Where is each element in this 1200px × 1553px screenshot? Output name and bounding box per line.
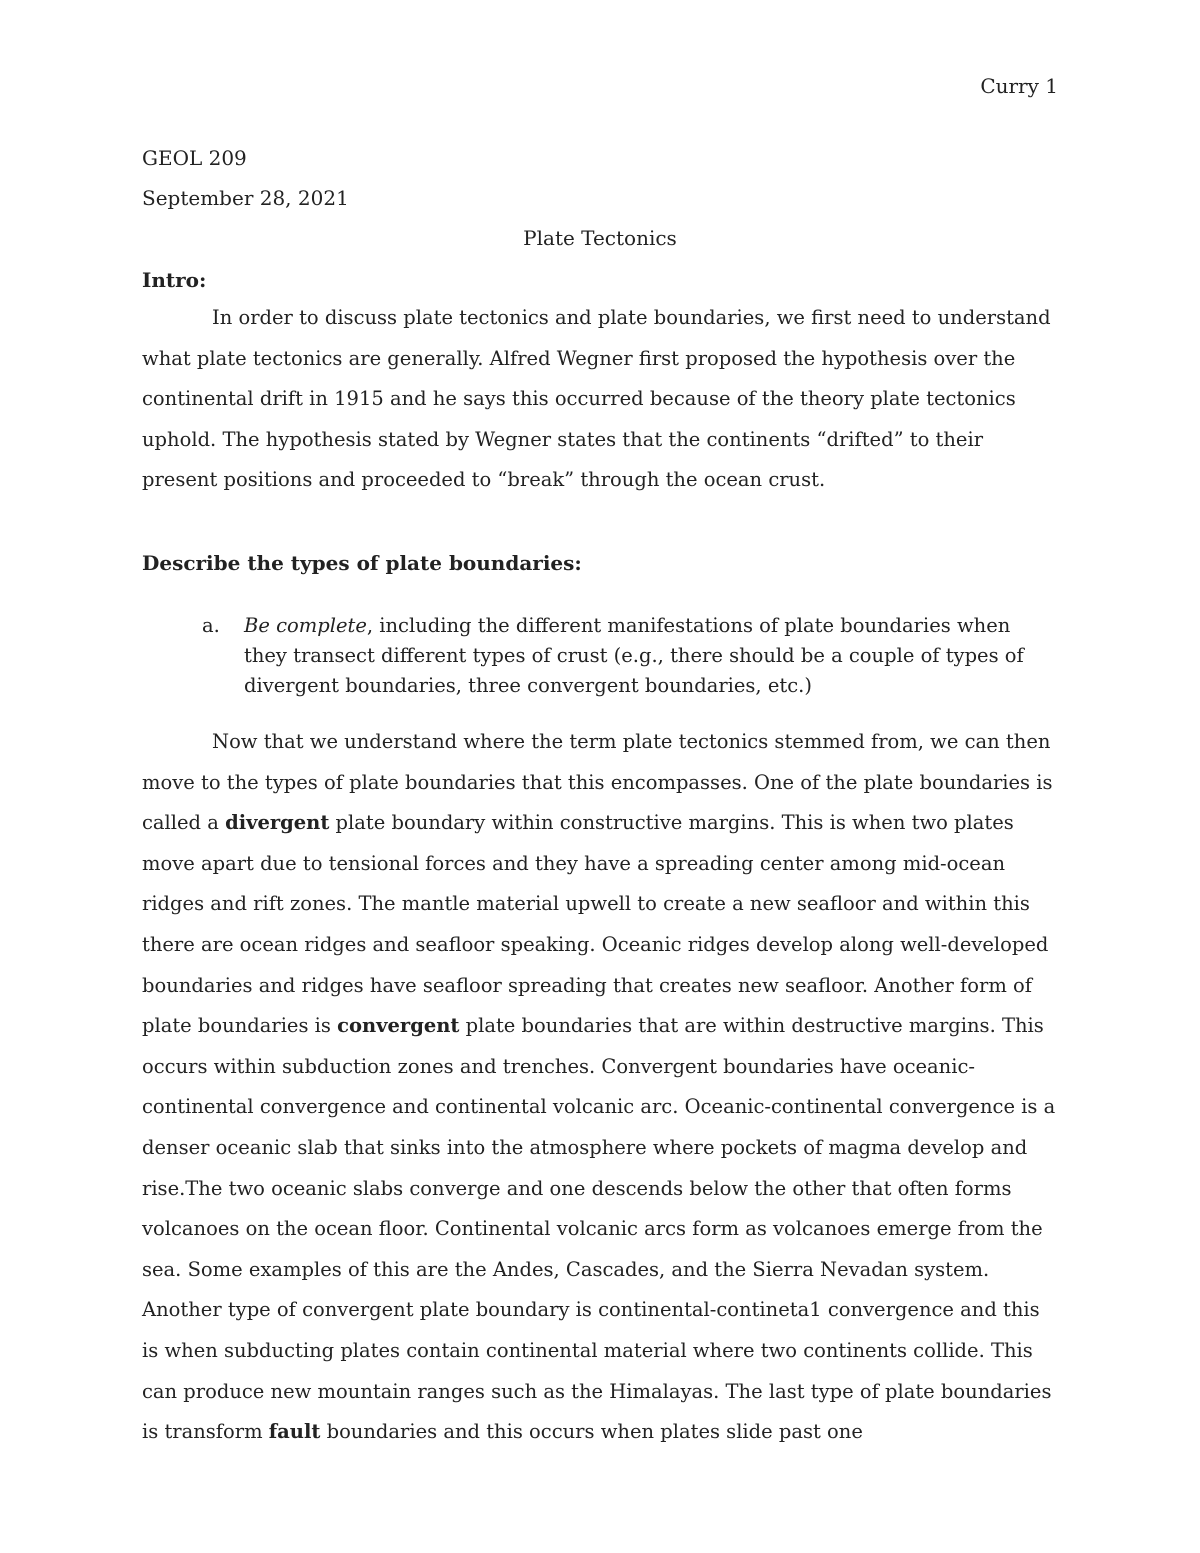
body-text-2: plate boundary within constructive margins. This is when two plates move apart due to tensional forces and they have a spreading center among mid-ocean ridges and rift zones. The mantle material upwell to create a new seafloor and within this there are ocean ridges and seafloor speaking. Oceanic ridges develop along well-developed boundaries and ridges have seafloor spreading that creates new seafloor. Another form of plate boundaries is (142, 811, 1049, 1038)
list-item (202, 611, 1058, 701)
body-text-4: boundaries and this occurs when plates slide past one (320, 1420, 863, 1444)
body-paragraph (142, 722, 1058, 1453)
intro-heading: Intro: (142, 268, 207, 292)
body-text-3: plate boundaries that are within destructive margins. This occurs within subduction zones and trenches. Convergent boundaries have oceanic-continental convergence and continental volcanic arc. Oceanic-continental convergence is a denser oceanic slab that sinks into the atmosphere where pockets of magma develop and rise.The two oceanic slabs converge and one descends below the other that often forms volcanoes on the ocean floor. Continental volcanic arcs form as volcanoes emerge from the sea. Some examples of this are the Andes, Cascades, and the Sierra Nevadan system. Another type of convergent plate boundary is continental-contineta1 convergence and this is when subducting plates contain continental material where two continents collide. This can produce new mountain ranges such as the Himalayas. The last type of plate boundaries is transform (142, 1014, 1056, 1444)
list-emphasis: Be complete (244, 614, 367, 637)
document-date: September 28, 2021 (142, 186, 349, 210)
list-marker: a. (202, 614, 220, 637)
body-text-1: Now that we understand where the term plate tectonics stemmed from, we can then move to the types of plate boundaries that this encompasses. One of the plate boundaries is called a (142, 730, 1053, 835)
list-text: , including the different manifestations of plate boundaries when they transect different types of crust (e.g., there should be a couple of types of divergent boundaries, three convergent boundaries, etc.) (244, 614, 1024, 697)
running-head: Curry 1 (980, 74, 1058, 98)
term-fault: fault (268, 1420, 321, 1444)
document-title: Plate Tectonics (523, 226, 677, 250)
describe-heading: Describe the types of plate boundaries: (142, 551, 582, 575)
course-code: GEOL 209 (142, 146, 247, 170)
intro-paragraph: In order to discuss plate tectonics and plate boundaries, we first need to understand what plate tectonics are generally. Alfred Wegner first proposed the hypothesis over the continental drift in 1915 and he says this occurred because of the theory plate tectonics uphold. The hypothesis stated by Wegner states that the continents “drifted” to their present positions and proceeded to “break” through the ocean crust. (142, 306, 1051, 492)
term-convergent: convergent (337, 1014, 460, 1038)
term-divergent: divergent (225, 811, 330, 835)
